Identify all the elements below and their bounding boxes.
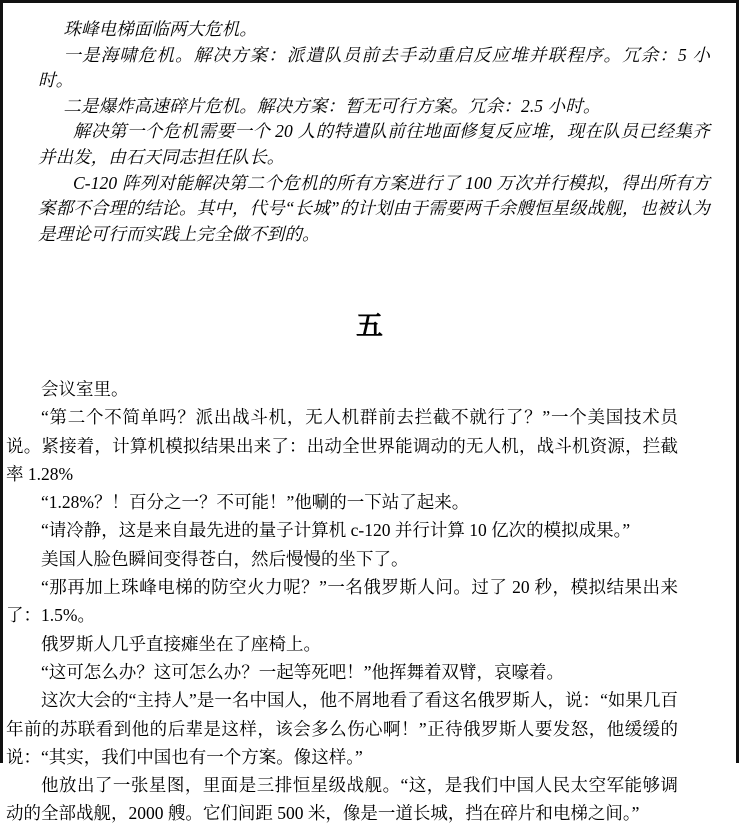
body-paragraph: 他放出了一张星图，里面是三排恒星级战舰。“这，是我们中国人民太空军能够调动的全部战舰，2000 艘。它们间距 500 米，像是一道长城，挡在碎片和电梯之间。” <box>6 775 678 824</box>
report-line: 二是爆炸高速碎片危机。解决方案：暂无可行方案。冗余：2.5 小时。 <box>63 95 601 116</box>
body-paragraph: 俄罗斯人几乎直接瘫坐在了座椅上。 <box>41 633 321 654</box>
report-line: 珠峰电梯面临两大危机。 <box>63 19 257 39</box>
body-paragraph: 会议室里。 <box>41 379 129 399</box>
chapter-heading: 五 <box>356 311 383 341</box>
body-paragraph: “1.28%？！百分之一？不可能！”他唰的一下站了起来。 <box>41 492 470 513</box>
body-paragraph: “第二个不简单吗？派出战斗机，无人机群前去拦截不就行了？”一个美国技术员说。紧接着，计算机模拟结果出来了：出动全世界能调动的无人机，战斗机资源，拦截率 1.28% <box>6 407 678 484</box>
body-paragraph: “这可怎么办？这可怎么办？一起等死吧！”他挥舞着双臂，哀嚎着。 <box>41 661 565 682</box>
report-line: 一是海啸危机。解决方案：派遣队员前去手动重启反应堆并联程序。冗余：5 小时。 <box>38 44 710 91</box>
body-paragraph: 这次大会的“主持人”是一名中国人，他不屑地看了看这名俄罗斯人，说：“如果几百年前的苏联看到他的后辈是这样，该会多么伤心啊！”正待俄罗斯人要发怒，他缓缓的说：“其实，我们中国也有一个方案。像这样。” <box>6 690 678 767</box>
report-section <box>38 17 710 247</box>
report-line: C-120 阵列对能解决第二个危机的所有方案进行了 100 万次并行模拟，得出所有方案都不合理的结论。其中，代号“长城”的计划由于需要两千余艘恒星级战舰，也被认为是理论可行而实践上完全做不到的。 <box>38 172 710 244</box>
body-paragraph: 美国人脸色瞬间变得苍白，然后慢慢的坐下了。 <box>41 548 409 569</box>
report-line: 解决第一个危机需要一个 20 人的特遣队前往地面修复反应堆，现在队员已经集齐并出发，由石天同志担任队长。 <box>38 121 710 167</box>
body-paragraph: “那再加上珠峰电梯的防空火力呢？”一名俄罗斯人问。过了 20 秒，模拟结果出来了：1.5%。 <box>6 577 678 626</box>
body-paragraph: “请冷静，这是来自最先进的量子计算机 c-120 并行计算 10 亿次的模拟成果。” <box>41 520 631 541</box>
body-section <box>6 375 678 828</box>
report-block <box>38 17 710 247</box>
